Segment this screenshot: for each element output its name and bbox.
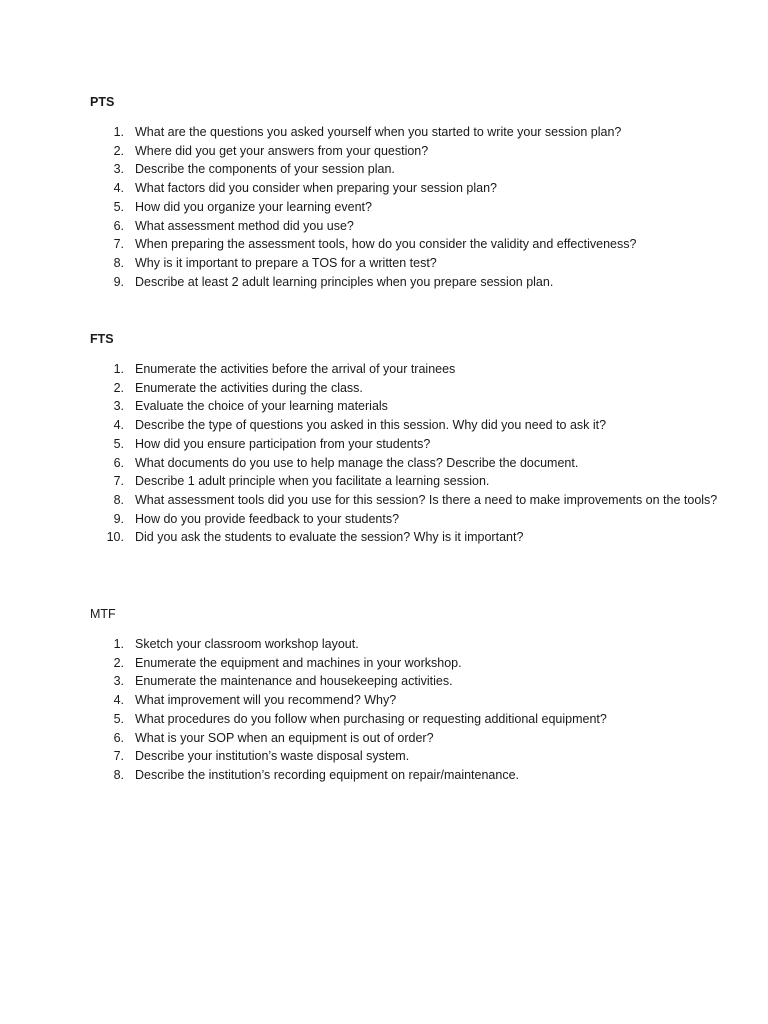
list-item xyxy=(90,160,720,179)
list-item xyxy=(90,747,720,766)
item-text: Describe at least 2 adult learning principles when you prepare session plan. xyxy=(135,274,554,289)
item-text: What improvement will you recommend? Why? xyxy=(135,693,397,708)
item-text: What procedures do you follow when purchasing or requesting additional equipment? xyxy=(135,711,607,726)
section-mtf xyxy=(90,606,690,785)
list-item xyxy=(90,672,720,691)
list-item xyxy=(90,528,720,547)
item-text: Enumerate the maintenance and housekeeping activities. xyxy=(135,674,453,689)
list-item xyxy=(90,397,720,416)
item-text: Why is it important to prepare a TOS for a written test? xyxy=(135,255,437,270)
item-number: 8. xyxy=(113,767,124,782)
list-item xyxy=(90,691,720,710)
item-text: Describe your institution’s waste disposal system. xyxy=(135,749,410,764)
list-item xyxy=(90,416,720,435)
question-list-fts xyxy=(90,360,718,547)
item-number: 2. xyxy=(113,143,124,158)
item-number: 1. xyxy=(113,125,124,139)
question-list-mtf xyxy=(90,635,690,785)
item-number: 3. xyxy=(113,399,124,414)
list-item xyxy=(90,360,720,379)
item-number: 10. xyxy=(106,530,124,545)
item-text: How did you ensure participation from your students? xyxy=(135,436,431,451)
item-text: Describe the institution’s recording equipment on repair/maintenance. xyxy=(135,767,520,782)
list-item xyxy=(90,491,720,510)
section-heading-mtf: MTF xyxy=(90,607,116,621)
item-text: Evaluate the choice of your learning materials xyxy=(135,399,388,414)
item-text: Enumerate the equipment and machines in your workshop. xyxy=(135,655,462,670)
item-number: 7. xyxy=(113,749,124,764)
item-text: Where did you get your answers from your question? xyxy=(135,143,429,158)
item-text: Enumerate the activities before the arrival of your trainees xyxy=(135,362,456,376)
item-text: What documents do you use to help manage the class? Describe the document. xyxy=(135,455,579,470)
item-number: 4. xyxy=(113,418,124,433)
item-text: What is your SOP when an equipment is out of order? xyxy=(135,730,434,745)
item-number: 8. xyxy=(113,255,124,270)
list-item xyxy=(90,198,720,217)
list-item xyxy=(90,142,720,161)
list-item xyxy=(90,454,720,473)
item-number: 7. xyxy=(113,474,124,489)
list-item xyxy=(90,435,720,454)
item-number: 1. xyxy=(113,362,124,376)
item-text: What factors did you consider when preparing your session plan? xyxy=(135,181,498,196)
section-heading-pts: PTS xyxy=(90,95,115,109)
item-number: 3. xyxy=(113,162,124,177)
list-item xyxy=(90,510,720,529)
item-number: 3. xyxy=(113,674,124,689)
item-number: 4. xyxy=(113,181,124,196)
item-text: What assessment tools did you use for this session? Is there a need to make improvements on the tools? xyxy=(135,492,718,507)
item-text: Describe the components of your session plan. xyxy=(135,162,395,177)
item-number: 1. xyxy=(113,637,124,651)
list-item xyxy=(90,766,720,785)
list-item xyxy=(90,379,720,398)
list-item xyxy=(90,635,720,654)
list-item xyxy=(90,254,720,273)
list-item xyxy=(90,179,720,198)
question-list-pts xyxy=(90,123,690,291)
item-number: 9. xyxy=(113,511,124,526)
item-number: 5. xyxy=(113,436,124,451)
item-text: Sketch your classroom workshop layout. xyxy=(135,637,359,651)
item-number: 2. xyxy=(113,655,124,670)
item-text: How do you provide feedback to your students? xyxy=(135,511,400,526)
list-item xyxy=(90,123,720,142)
item-text: What assessment method did you use? xyxy=(135,218,354,233)
section-heading-fts: FTS xyxy=(90,332,114,346)
item-number: 5. xyxy=(113,711,124,726)
list-item xyxy=(90,273,720,292)
list-item xyxy=(90,654,720,673)
item-text: How did you organize your learning event? xyxy=(135,199,372,214)
list-item xyxy=(90,235,720,254)
item-number: 6. xyxy=(113,455,124,470)
item-number: 5. xyxy=(113,199,124,214)
section-fts xyxy=(90,331,718,547)
item-number: 4. xyxy=(113,693,124,708)
list-item xyxy=(90,729,720,748)
item-text: When preparing the assessment tools, how do you consider the validity and effectiveness? xyxy=(135,237,637,252)
item-number: 8. xyxy=(113,492,124,507)
item-text: Enumerate the activities during the class. xyxy=(135,380,363,395)
item-number: 2. xyxy=(113,380,124,395)
item-number: 9. xyxy=(113,274,124,289)
item-number: 6. xyxy=(113,730,124,745)
item-number: 6. xyxy=(113,218,124,233)
item-text: Describe the type of questions you asked in this session. Why did you need to ask it? xyxy=(135,418,607,433)
list-item xyxy=(90,472,720,491)
item-text: Did you ask the students to evaluate the session? Why is it important? xyxy=(135,530,524,545)
item-text: Describe 1 adult principle when you facilitate a learning session. xyxy=(135,474,490,489)
list-item xyxy=(90,217,720,236)
item-text: What are the questions you asked yourself when you started to write your session plan? xyxy=(135,125,622,139)
item-number: 7. xyxy=(113,237,124,252)
section-pts xyxy=(90,94,690,291)
list-item xyxy=(90,710,720,729)
